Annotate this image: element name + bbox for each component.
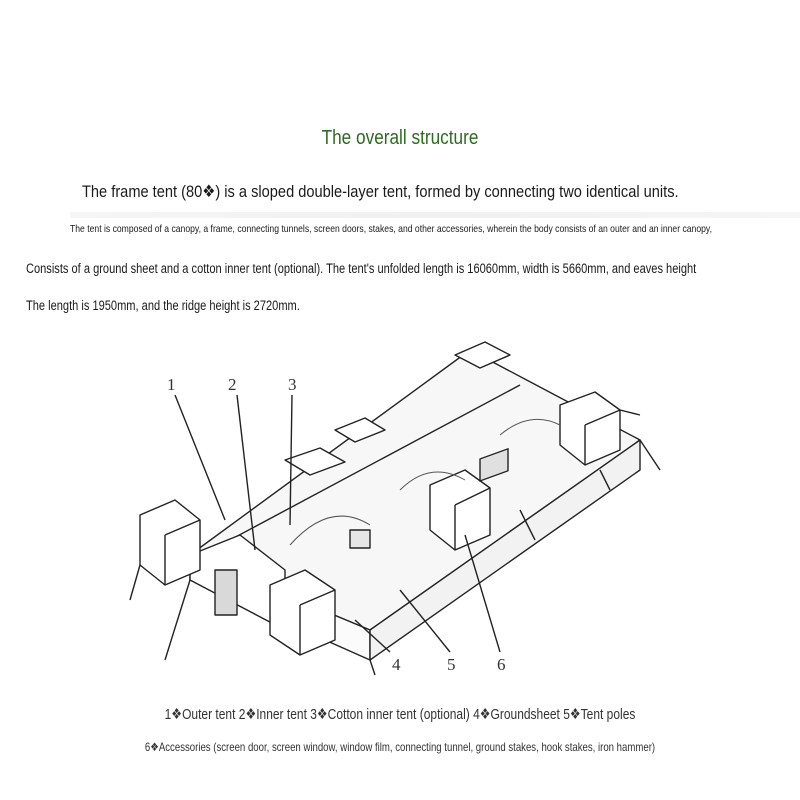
callout-5: 5 xyxy=(447,655,456,674)
description-line-4: The length is 1950mm, and the ridge height is 2720mm. xyxy=(26,298,300,313)
module-box-left xyxy=(140,500,200,585)
screen-window-2 xyxy=(350,530,370,548)
description-line-3: Consists of a ground sheet and a cotton inner tent (optional). The tent's unfolded length is 16060mm, width is 5660mm, and eaves height xyxy=(26,261,697,276)
end-door xyxy=(215,570,237,615)
callout-line-1 xyxy=(175,395,225,520)
callout-1: 1 xyxy=(167,375,176,394)
callout-4: 4 xyxy=(392,655,401,674)
module-box-middle xyxy=(430,470,490,550)
callout-2: 2 xyxy=(228,375,237,394)
tent-structure-diagram xyxy=(120,330,680,680)
description-line-2: The tent is composed of a canopy, a frame, connecting tunnels, screen doors, stakes, and other accessories, wherein the body consists of an outer and an inner canopy, xyxy=(70,223,712,235)
legend-line-2: 6❖Accessories (screen door, screen window, window film, connecting tunnel, ground stakes, hook stakes, iron hammer) xyxy=(144,740,656,754)
legend-line-1: 1❖Outer tent 2❖Inner tent 3❖Cotton inner tent (optional) 4❖Groundsheet 5❖Tent poles xyxy=(164,706,636,723)
description-line-1: The frame tent (80❖) is a sloped double-layer tent, formed by connecting two identical units. xyxy=(82,182,679,201)
callout-6: 6 xyxy=(497,655,506,674)
callout-3: 3 xyxy=(288,375,297,394)
faded-text-band xyxy=(70,212,800,218)
module-box-front xyxy=(270,570,335,655)
page-title: The overall structure xyxy=(321,127,479,149)
